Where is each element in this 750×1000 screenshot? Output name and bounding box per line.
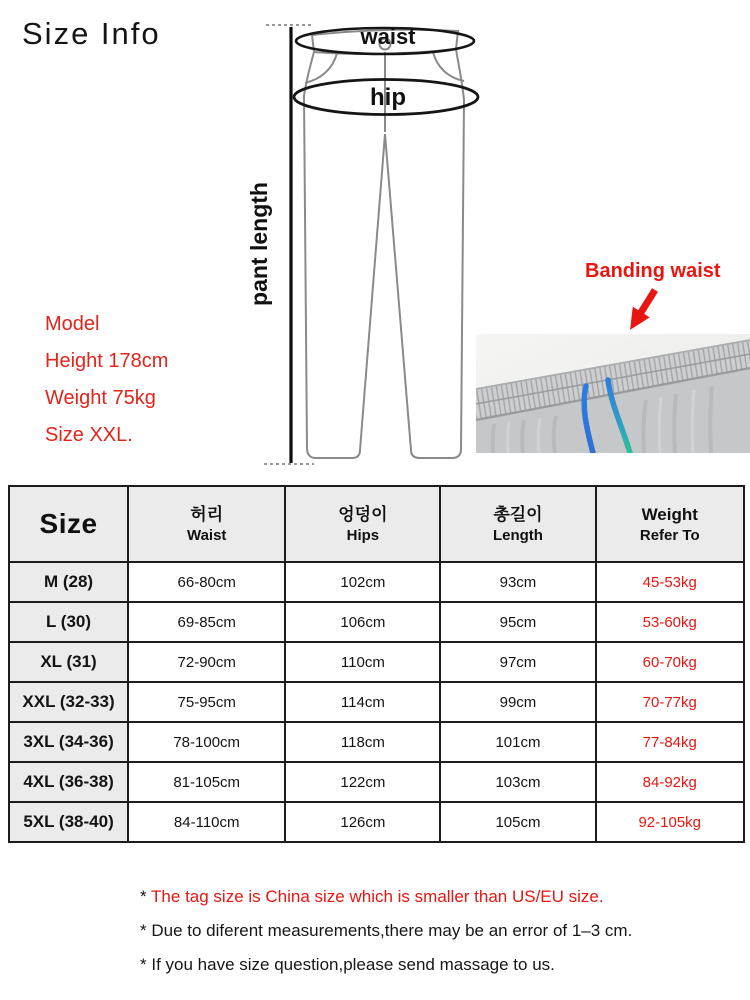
cell-weight: 92-105kg — [596, 802, 745, 842]
cell-length: 99cm — [440, 682, 595, 722]
pant-length-label: pant length — [246, 182, 272, 306]
cell-size: XXL (32-33) — [9, 682, 128, 722]
cell-length: 101cm — [440, 722, 595, 762]
cell-length: 95cm — [440, 602, 595, 642]
pants-measurement-diagram — [240, 8, 500, 480]
cell-waist: 75-95cm — [128, 682, 285, 722]
cell-weight: 53-60kg — [596, 602, 745, 642]
table-row — [9, 762, 744, 802]
note-marker: * — [140, 921, 147, 940]
page-title: Size Info — [22, 16, 161, 51]
cell-waist: 72-90cm — [128, 642, 285, 682]
cell-hips: 118cm — [285, 722, 440, 762]
col-header-weight-line1: Weight — [641, 504, 698, 524]
cell-waist: 69-85cm — [128, 602, 285, 642]
cell-weight: 84-92kg — [596, 762, 745, 802]
model-info-line: Size XXL. — [45, 424, 133, 446]
col-header-weight-line2: Refer To — [639, 527, 700, 545]
cell-length: 105cm — [440, 802, 595, 842]
table-row — [9, 682, 744, 722]
cell-waist: 66-80cm — [128, 562, 285, 602]
cell-waist: 84-110cm — [128, 802, 285, 842]
table-row — [9, 642, 744, 682]
model-info-line: Weight 75kg — [45, 387, 156, 409]
col-header-weight — [596, 486, 745, 562]
cell-hips: 122cm — [285, 762, 440, 802]
cell-hips: 102cm — [285, 562, 440, 602]
cell-size: L (30) — [9, 602, 128, 642]
table-row — [9, 602, 744, 642]
cell-size: 3XL (34-36) — [9, 722, 128, 762]
cell-size: M (28) — [9, 562, 128, 602]
note-tag-size — [140, 880, 632, 914]
note-measure-error — [140, 914, 632, 948]
hip-label: hip — [370, 84, 406, 111]
table-row — [9, 562, 744, 602]
cell-waist: 78-100cm — [128, 722, 285, 762]
note-text: Due to diferent measurements,there may be an error of 1–3 cm. — [151, 921, 633, 940]
note-marker: * — [140, 887, 147, 906]
cell-weight: 77-84kg — [596, 722, 745, 762]
banding-waist-photo — [476, 334, 750, 453]
cell-size: XL (31) — [9, 642, 128, 682]
cell-length: 97cm — [440, 642, 595, 682]
model-info-line: Model — [45, 313, 100, 335]
model-info-block — [45, 306, 168, 454]
col-header-waist-en: Waist — [186, 527, 227, 545]
cell-hips: 126cm — [285, 802, 440, 842]
cell-weight: 60-70kg — [596, 642, 745, 682]
note-text: The tag size is China size which is smaller than US/EU size. — [151, 887, 604, 906]
waist-label: waist — [360, 24, 416, 49]
cell-size: 5XL (38-40) — [9, 802, 128, 842]
table-row — [9, 802, 744, 842]
cell-hips: 106cm — [285, 602, 440, 642]
col-header-size — [9, 486, 128, 562]
col-header-length-ko: 총길이 — [493, 504, 543, 524]
header-row — [9, 486, 744, 562]
col-header-hips-en: Hips — [346, 527, 380, 545]
col-header-waist — [128, 486, 285, 562]
cell-length: 103cm — [440, 762, 595, 802]
note-contact — [140, 948, 632, 982]
cell-hips: 110cm — [285, 642, 440, 682]
note-text: If you have size question,please send massage to us. — [151, 955, 555, 974]
col-header-hips — [285, 486, 440, 562]
cell-size: 4XL (36-38) — [9, 762, 128, 802]
size-table — [8, 485, 745, 843]
col-header-waist-ko: 허리 — [190, 504, 224, 524]
cell-weight: 70-77kg — [596, 682, 745, 722]
cell-hips: 114cm — [285, 682, 440, 722]
note-marker: * — [140, 955, 147, 974]
cell-length: 93cm — [440, 562, 595, 602]
col-header-size-label: Size — [39, 508, 98, 539]
table-row — [9, 722, 744, 762]
col-header-length-en: Length — [492, 527, 543, 545]
model-info-line: Height 178cm — [45, 350, 169, 372]
cell-weight: 45-53kg — [596, 562, 745, 602]
banding-waist-label: Banding waist — [585, 260, 721, 282]
footer-notes — [140, 880, 632, 982]
col-header-length — [440, 486, 595, 562]
size-table-section — [8, 485, 745, 843]
cell-waist: 81-105cm — [128, 762, 285, 802]
col-header-hips-ko: 엉덩이 — [338, 504, 388, 524]
